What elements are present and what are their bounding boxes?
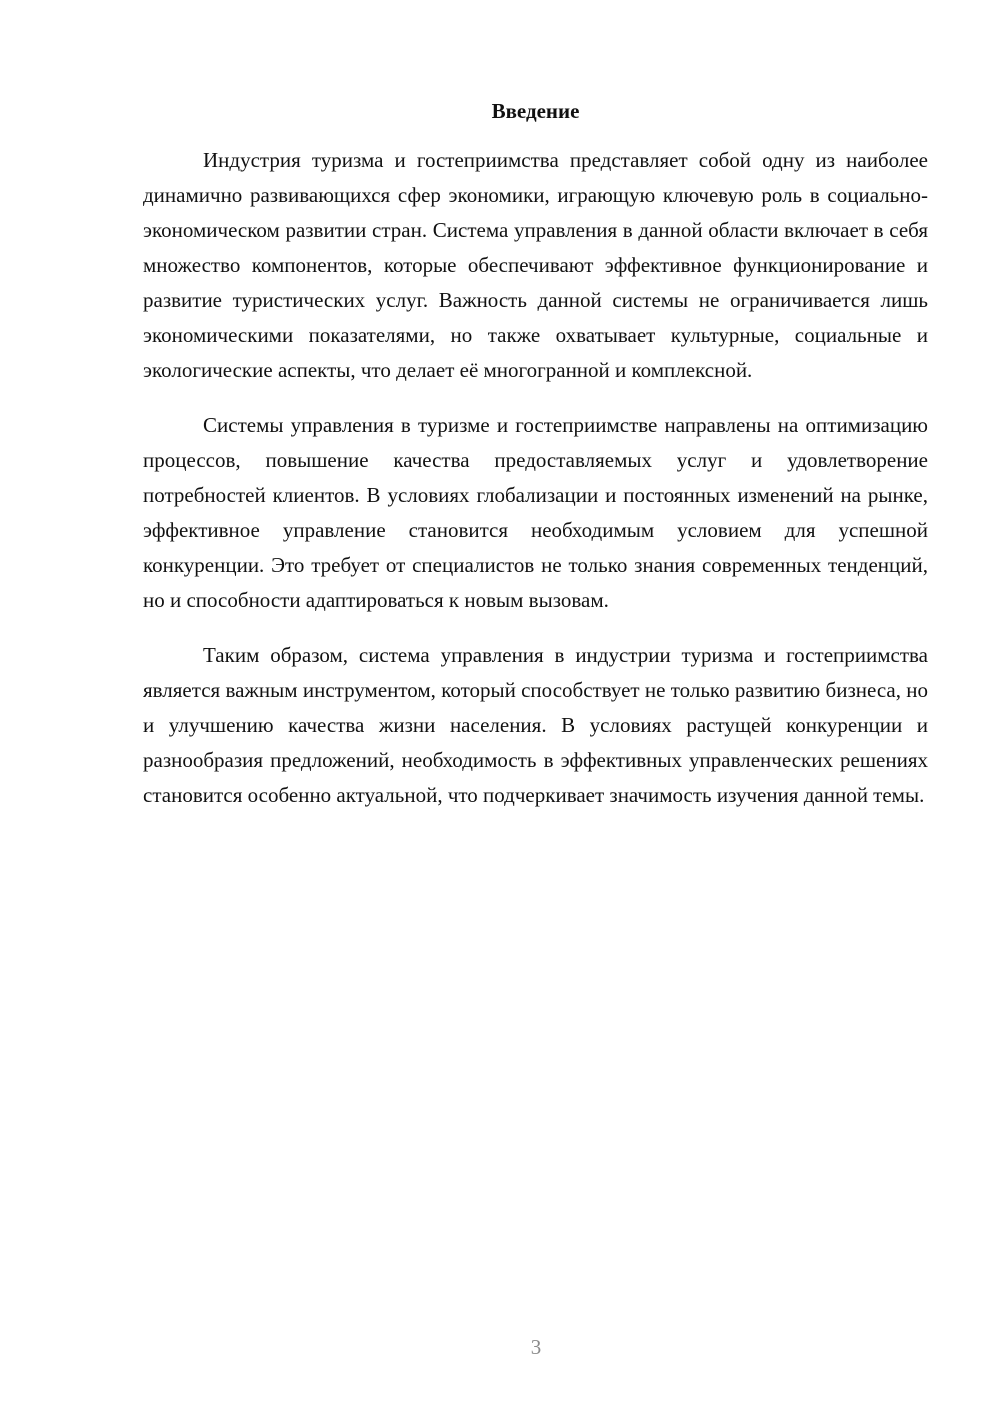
paragraph-2: Системы управления в туризме и гостеприимстве направлены на оптимизацию процессов, повышение качества предоставляемых услуг и удовлетворение потребностей клиентов. В условиях глобализации и постоянных изменений на рынке, эффективное управление становится необходимым условием для успешной конкуренции. Это требует от специалистов не только знания современных тенденций, но и способности адаптироваться к новым вызовам. — [143, 413, 928, 612]
body-text — [143, 143, 928, 833]
paragraph-3: Таким образом, система управления в индустрии туризма и гостеприимства является важным инструментом, который способствует не только развитию бизнеса, но и улучшению качества жизни населения. В условиях растущей конкуренции и разнообразия предложений, необходимость в эффективных управленческих решениях становится особенно актуальной, что подчеркивает значимость изучения данной темы. — [143, 643, 928, 807]
paragraph-1: Индустрия туризма и гостеприимства представляет собой одну из наиболее динамично развивающихся сфер экономики, играющую ключевую роль в социально-экономическом развитии стран. Система управления в данной области включает в себя множество компонентов, которые обеспечивают эффективное функционирование и развитие туристических услуг. Важность данной системы не ограничивается лишь экономическими показателями, но также охватывает культурные, социальные и экологические аспекты, что делает её многогранной и комплексной. — [143, 148, 928, 382]
page-title: Введение — [491, 99, 580, 123]
page-number: 3 — [530, 1335, 542, 1359]
